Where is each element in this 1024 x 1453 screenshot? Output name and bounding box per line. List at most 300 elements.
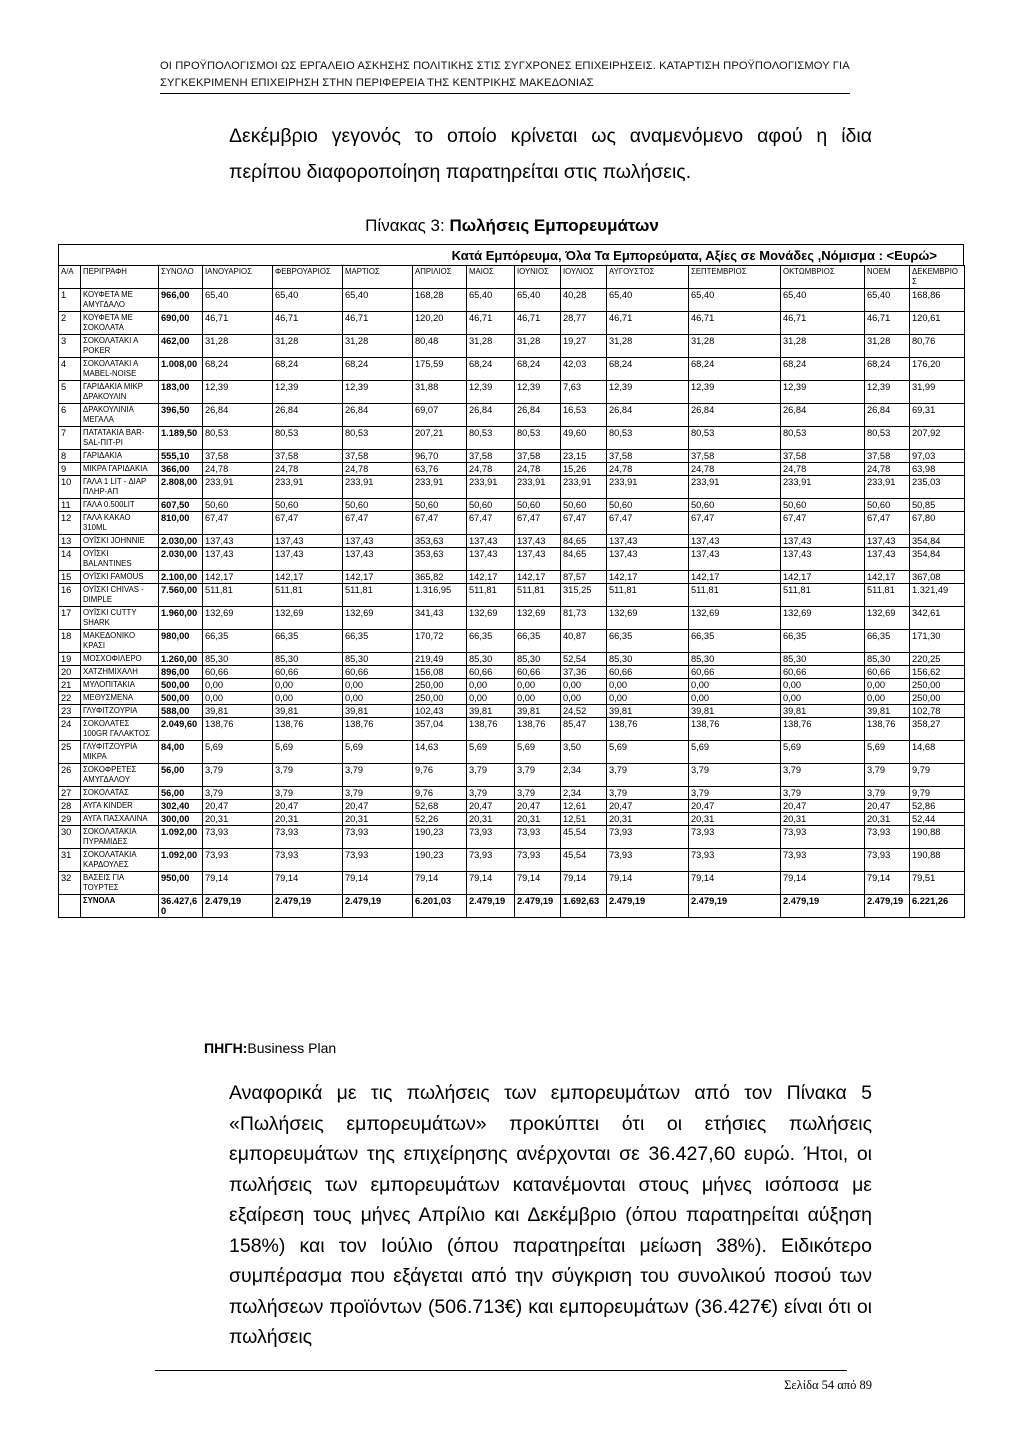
item-description: ΟΥΪΣΚΙ CHIVAS - DIMPLE (81, 584, 159, 607)
table-cell: 0,00 (865, 679, 910, 692)
table-row (59, 381, 965, 404)
table-cell: 137,43 (203, 535, 273, 548)
table-cell: 96,70 (413, 450, 467, 463)
table-cell: 66,35 (865, 630, 910, 653)
table-cell: 84,65 (561, 548, 607, 571)
row-index: 25 (59, 741, 81, 764)
table-cell: 1.316,95 (413, 584, 467, 607)
table-cell: 31,28 (273, 335, 343, 358)
table-cell: 63,98 (910, 463, 965, 476)
table-cell: 26,84 (865, 404, 910, 427)
table-cell: 20,31 (515, 813, 561, 826)
table-cell: 66,35 (607, 630, 689, 653)
table-cell: 79,14 (467, 872, 515, 895)
table-cell: 342,61 (910, 607, 965, 630)
item-description: ΟΥΪΣΚΙ JOHNNIE (81, 535, 159, 548)
table-cell: 137,43 (515, 548, 561, 571)
table-cell: 52,68 (413, 800, 467, 813)
table-row (59, 312, 965, 335)
table-cell: 138,76 (865, 718, 910, 741)
table-cell: 0,00 (689, 679, 781, 692)
table-row (59, 679, 965, 692)
table-cell: 462,00 (159, 335, 203, 358)
table-cell: 142,17 (607, 571, 689, 584)
table-cell: 73,93 (273, 826, 343, 849)
table-cell: 132,69 (467, 607, 515, 630)
table-cell: 810,00 (159, 512, 203, 535)
row-index: 13 (59, 535, 81, 548)
table-row (59, 787, 965, 800)
table-cell: 65,40 (865, 289, 910, 312)
table-cell: 67,47 (273, 512, 343, 535)
table-cell: 31,28 (865, 335, 910, 358)
column-header: ΙΟΥΝΙΟΣ (515, 266, 561, 289)
table-cell: 3,50 (561, 741, 607, 764)
table-cell: 66,35 (273, 630, 343, 653)
table-cell: 354,84 (910, 548, 965, 571)
table-cell: 85,30 (689, 653, 781, 666)
table-cell: 5,69 (607, 741, 689, 764)
table-cell: 46,71 (467, 312, 515, 335)
table-cell: 26,84 (467, 404, 515, 427)
table-title (0, 216, 1024, 236)
table-cell: 65,40 (343, 289, 413, 312)
row-index: 1 (59, 289, 81, 312)
table-cell: 132,69 (689, 607, 781, 630)
table-cell: 56,00 (159, 787, 203, 800)
table-cell: 0,00 (607, 679, 689, 692)
table-cell: 233,91 (203, 476, 273, 499)
table-cell: 500,00 (159, 679, 203, 692)
table-cell: 138,76 (781, 718, 865, 741)
table-cell: 207,92 (910, 427, 965, 450)
table-cell: 67,47 (413, 512, 467, 535)
column-header: Α/Α (59, 266, 81, 289)
table-cell: 80,53 (343, 427, 413, 450)
table-cell: 60,66 (607, 666, 689, 679)
item-description: ΜΙΚΡΑ ΓΑΡΙΔΑΚΙΑ (81, 463, 159, 476)
table-cell: 80,53 (203, 427, 273, 450)
table-cell: 45,54 (561, 849, 607, 872)
table-cell: 50,85 (910, 499, 965, 512)
table-cell: 39,81 (515, 705, 561, 718)
table-cell: 85,30 (343, 653, 413, 666)
table-cell: 39,81 (865, 705, 910, 718)
item-description: ΜΕΘΥΣΜΕΝΑ (81, 692, 159, 705)
table-cell: 168,28 (413, 289, 467, 312)
table-cell: 138,76 (343, 718, 413, 741)
totals-cell: 6.221,26 (910, 895, 965, 918)
table-cell: 66,35 (515, 630, 561, 653)
table-cell: 46,71 (865, 312, 910, 335)
table-cell: 37,58 (273, 450, 343, 463)
table-cell: 73,93 (343, 849, 413, 872)
table-cell: 73,93 (607, 826, 689, 849)
table-cell: 233,91 (865, 476, 910, 499)
table-cell: 2.030,00 (159, 535, 203, 548)
table-cell: 87,57 (561, 571, 607, 584)
table-cell: 142,17 (203, 571, 273, 584)
table-cell: 137,43 (607, 548, 689, 571)
table-cell: 60,66 (343, 666, 413, 679)
table-cell: 20,47 (607, 800, 689, 813)
table-cell: 80,53 (865, 427, 910, 450)
table-cell: 31,28 (515, 335, 561, 358)
row-index: 14 (59, 548, 81, 571)
table-cell: 73,93 (781, 849, 865, 872)
table-cell: 46,71 (781, 312, 865, 335)
table-cell: 60,66 (865, 666, 910, 679)
table-cell: 190,23 (413, 826, 467, 849)
table-cell: 137,43 (203, 548, 273, 571)
table-cell: 37,58 (865, 450, 910, 463)
table-cell: 68,24 (865, 358, 910, 381)
table-cell: 20,47 (781, 800, 865, 813)
table-cell: 84,65 (561, 535, 607, 548)
table-cell: 20,47 (865, 800, 910, 813)
table-cell: 60,66 (467, 666, 515, 679)
table-cell: 233,91 (781, 476, 865, 499)
table-cell: 20,31 (607, 813, 689, 826)
table-cell: 365,82 (413, 571, 467, 584)
totals-cell: 2.479,19 (781, 895, 865, 918)
table-cell: 24,78 (865, 463, 910, 476)
table-cell: 50,60 (343, 499, 413, 512)
table-cell: 79,14 (561, 872, 607, 895)
column-header: ΔΕΚΕΜΒΡΙΟΣ (910, 266, 965, 289)
table-cell: 3,79 (203, 787, 273, 800)
table-cell: 3,79 (273, 764, 343, 787)
table-cell: 302,40 (159, 800, 203, 813)
table-cell: 24,78 (203, 463, 273, 476)
table-cell: 250,00 (910, 692, 965, 705)
table-cell: 73,93 (203, 826, 273, 849)
table-cell: 511,81 (607, 584, 689, 607)
totals-cell: 36.427,60 (159, 895, 203, 918)
table-cell: 60,66 (781, 666, 865, 679)
table-cell: 26,84 (607, 404, 689, 427)
table-cell: 137,43 (689, 535, 781, 548)
table-cell: 28,77 (561, 312, 607, 335)
table-cell: 3,79 (689, 764, 781, 787)
table-cell: 37,58 (467, 450, 515, 463)
table-cell: 85,30 (203, 653, 273, 666)
table-cell: 66,35 (343, 630, 413, 653)
table-cell: 24,78 (343, 463, 413, 476)
table-cell: 56,00 (159, 764, 203, 787)
table-cell: 37,58 (781, 450, 865, 463)
table-cell: 511,81 (865, 584, 910, 607)
table-cell: 20,31 (203, 813, 273, 826)
table-cell: 12,39 (203, 381, 273, 404)
row-index: 3 (59, 335, 81, 358)
table-cell: 73,93 (343, 826, 413, 849)
totals-cell (59, 895, 81, 918)
table-cell: 73,93 (607, 849, 689, 872)
row-index: 27 (59, 787, 81, 800)
table-cell: 1.260,00 (159, 653, 203, 666)
table-cell: 3,79 (203, 764, 273, 787)
table-cell: 73,93 (273, 849, 343, 872)
table-cell: 9,79 (910, 787, 965, 800)
table-cell: 37,58 (689, 450, 781, 463)
row-index: 8 (59, 450, 81, 463)
table-cell: 26,84 (781, 404, 865, 427)
source-text: Business Plan (247, 1040, 337, 1056)
table-cell: 12,39 (781, 381, 865, 404)
table-cell: 85,30 (273, 653, 343, 666)
table-cell: 12,39 (607, 381, 689, 404)
table-cell: 73,93 (689, 849, 781, 872)
header-row (59, 266, 965, 289)
table-row (59, 800, 965, 813)
table-cell: 3,79 (781, 764, 865, 787)
column-header: ΑΥΓΟΥΣΤΟΣ (607, 266, 689, 289)
table-row (59, 476, 965, 499)
table-row (59, 653, 965, 666)
table-cell: 5,69 (781, 741, 865, 764)
table-cell: 3,79 (467, 787, 515, 800)
table-cell: 366,00 (159, 463, 203, 476)
table-cell: 85,30 (515, 653, 561, 666)
table-cell: 31,28 (689, 335, 781, 358)
table-cell: 81,73 (561, 607, 607, 630)
table-cell: 142,17 (865, 571, 910, 584)
table-cell: 0,00 (865, 692, 910, 705)
column-header: ΣΕΠΤΕΜΒΡΙΟΣ (689, 266, 781, 289)
table-cell: 12,39 (467, 381, 515, 404)
table-cell: 0,00 (467, 679, 515, 692)
table-cell: 52,54 (561, 653, 607, 666)
table-cell: 26,84 (273, 404, 343, 427)
table-cell: 511,81 (781, 584, 865, 607)
table-cell: 190,23 (413, 849, 467, 872)
table-row (59, 607, 965, 630)
table-cell: 39,81 (781, 705, 865, 718)
table-cell: 50,60 (515, 499, 561, 512)
table-cell: 79,14 (689, 872, 781, 895)
table-cell: 2.049,60 (159, 718, 203, 741)
table-cell: 142,17 (273, 571, 343, 584)
table-cell: 65,40 (515, 289, 561, 312)
table-cell: 511,81 (343, 584, 413, 607)
table-cell: 39,81 (607, 705, 689, 718)
table-cell: 20,31 (689, 813, 781, 826)
table-row (59, 764, 965, 787)
table-cell: 190,88 (910, 849, 965, 872)
row-index: 23 (59, 705, 81, 718)
table-cell: 79,51 (910, 872, 965, 895)
row-index: 11 (59, 499, 81, 512)
table-cell: 40,28 (561, 289, 607, 312)
table-cell: 26,84 (689, 404, 781, 427)
table-cell: 73,93 (467, 849, 515, 872)
table-cell: 20,47 (273, 800, 343, 813)
totals-cell: 2.479,19 (343, 895, 413, 918)
table-cell: 5,69 (203, 741, 273, 764)
table-cell: 0,00 (203, 692, 273, 705)
table-cell: 2.030,00 (159, 548, 203, 571)
table-cell: 50,60 (781, 499, 865, 512)
table-cell: 300,00 (159, 813, 203, 826)
item-description: ΣΟΚΟΛΑΤΕΣ 100GR ΓΑΛΑΚΤΟΣ (81, 718, 159, 741)
table-cell: 137,43 (273, 535, 343, 548)
row-index: 15 (59, 571, 81, 584)
table-cell: 39,81 (467, 705, 515, 718)
table-row (59, 872, 965, 895)
totals-cell: 2.479,19 (467, 895, 515, 918)
table-cell: 500,00 (159, 692, 203, 705)
table-cell: 102,78 (910, 705, 965, 718)
table-cell: 79,14 (865, 872, 910, 895)
table-cell: 102,43 (413, 705, 467, 718)
totals-cell: 6.201,03 (413, 895, 467, 918)
table-cell: 137,43 (607, 535, 689, 548)
row-index: 20 (59, 666, 81, 679)
table-cell: 0,00 (343, 692, 413, 705)
item-description: ΓΛΥΦΙΤΖΟΥΡΙΑ (81, 705, 159, 718)
table-cell: 3,79 (781, 787, 865, 800)
table-cell: 156,62 (910, 666, 965, 679)
table-cell: 31,28 (203, 335, 273, 358)
table-cell: 85,30 (467, 653, 515, 666)
table-cell: 0,00 (343, 679, 413, 692)
table-cell: 68,24 (607, 358, 689, 381)
table-cell: 60,66 (203, 666, 273, 679)
table-cell: 68,24 (467, 358, 515, 381)
table-cell: 0,00 (607, 692, 689, 705)
table-cell: 68,24 (689, 358, 781, 381)
table-cell: 142,17 (515, 571, 561, 584)
table-cell: 175,59 (413, 358, 467, 381)
table-cell: 46,71 (203, 312, 273, 335)
table-cell: 65,40 (273, 289, 343, 312)
table-cell: 220,25 (910, 653, 965, 666)
table-cell: 2.100,00 (159, 571, 203, 584)
table-row (59, 548, 965, 571)
item-description: ΣΟΚΟΛΑΤΑΚΙΑ ΠΥΡΑΜΙΔΕΣ (81, 826, 159, 849)
table-cell: 3,79 (865, 787, 910, 800)
item-description: ΣΟΚΟΛΑΤΑΣ (81, 787, 159, 800)
table-cell: 12,39 (689, 381, 781, 404)
table-cell: 24,78 (515, 463, 561, 476)
table-cell: 588,00 (159, 705, 203, 718)
table-cell: 80,48 (413, 335, 467, 358)
row-index: 2 (59, 312, 81, 335)
row-index: 18 (59, 630, 81, 653)
table-cell: 20,31 (781, 813, 865, 826)
table-cell: 353,63 (413, 548, 467, 571)
table-cell: 40,87 (561, 630, 607, 653)
table-cell: 68,24 (203, 358, 273, 381)
table-cell: 138,76 (273, 718, 343, 741)
table-cell: 60,66 (273, 666, 343, 679)
column-header: ΜΑΙΟΣ (467, 266, 515, 289)
table-cell: 3,79 (467, 764, 515, 787)
table-cell: 132,69 (515, 607, 561, 630)
table-cell: 50,60 (689, 499, 781, 512)
table-cell: 137,43 (467, 548, 515, 571)
column-header: ΟΚΤΩΜΒΡΙΟΣ (781, 266, 865, 289)
table-cell: 20,31 (467, 813, 515, 826)
table-cell: 65,40 (607, 289, 689, 312)
table-cell: 1.092,00 (159, 826, 203, 849)
table-cell: 42,03 (561, 358, 607, 381)
table-cell: 73,93 (865, 826, 910, 849)
table-row (59, 450, 965, 463)
table-cell: 5,69 (515, 741, 561, 764)
table-cell: 24,78 (467, 463, 515, 476)
source-note (204, 1040, 336, 1056)
row-index: 17 (59, 607, 81, 630)
table-cell: 24,78 (689, 463, 781, 476)
table-cell: 67,47 (515, 512, 561, 535)
table-row (59, 335, 965, 358)
table-cell: 68,24 (781, 358, 865, 381)
item-description: ΓΑΡΙΔΑΚΙΑ (81, 450, 159, 463)
table-cell: 5,69 (343, 741, 413, 764)
table-row (59, 571, 965, 584)
table-cell: 80,76 (910, 335, 965, 358)
table-cell: 120,61 (910, 312, 965, 335)
table-cell: 20,47 (343, 800, 413, 813)
row-index: 4 (59, 358, 81, 381)
table-cell: 66,35 (467, 630, 515, 653)
table-cell: 46,71 (343, 312, 413, 335)
table-cell: 120,20 (413, 312, 467, 335)
row-index: 9 (59, 463, 81, 476)
table-cell: 20,31 (273, 813, 343, 826)
table-cell: 52,86 (910, 800, 965, 813)
item-description: ΣΟΚΟΛΑΤΑΚΙ Α POKER (81, 335, 159, 358)
table-cell: 31,28 (607, 335, 689, 358)
table-cell: 80,53 (781, 427, 865, 450)
body-paragraph: Αναφορικά με τις πωλήσεις των εμπορευμάτων από τον Πίνακα 5 «Πωλήσεις εμπορευμάτων» προκύπτει ότι οι ετήσιες πωλήσεις εμπορευμάτων της επιχείρησης ανέρχονται σε 36.427,60 ευρώ. Ήτοι, οι πωλήσεις των εμπορευμάτων κατανέμονται στους μήνες ισόποσα με εξαίρεση τους μήνες Απρίλιο και Δεκέμβριο (όπου παρατηρείται αύξηση 158%) και τον Ιούλιο (όπου παρατηρείται μείωση 38%). Ειδικότερο συμπέρασμα που εξάγεται από την σύγκριση του συνολικού ποσού των πωλήσεων προϊόντων (506.713€) και εμπορευμάτων (36.427€) είναι ότι οι πωλήσεις (229, 1082, 872, 1348)
table-cell: 0,00 (561, 692, 607, 705)
table-cell: 65,40 (467, 289, 515, 312)
table-cell: 132,69 (273, 607, 343, 630)
table-cell: 80,53 (273, 427, 343, 450)
table-cell: 511,81 (515, 584, 561, 607)
table-row (59, 404, 965, 427)
item-description: ΔΡΑΚΟΥΛΙΝΙΑ ΜΕΓΑΛΑ (81, 404, 159, 427)
table-cell: 39,81 (343, 705, 413, 718)
table-cell: 12,39 (865, 381, 910, 404)
row-index: 5 (59, 381, 81, 404)
table-cell: 67,47 (343, 512, 413, 535)
table-cell: 31,99 (910, 381, 965, 404)
table-cell: 358,27 (910, 718, 965, 741)
table-cell: 250,00 (413, 679, 467, 692)
table-cell: 79,14 (203, 872, 273, 895)
table-cell: 137,43 (467, 535, 515, 548)
table-row (59, 692, 965, 705)
table-cell: 73,93 (203, 849, 273, 872)
table-cell: 137,43 (781, 548, 865, 571)
table-cell: 367,08 (910, 571, 965, 584)
item-description: ΓΑΡΙΔΑΚΙΑ ΜΙΚΡ ΔΡΑΚΟΥΛΙΝ (81, 381, 159, 404)
totals-cell: 2.479,19 (273, 895, 343, 918)
table-cell: 1.189,50 (159, 427, 203, 450)
table-cell: 20,47 (467, 800, 515, 813)
table-cell: 3,79 (273, 787, 343, 800)
table-cell: 50,60 (413, 499, 467, 512)
table-cell: 73,93 (515, 826, 561, 849)
table-cell: 0,00 (781, 679, 865, 692)
table-cell: 12,39 (515, 381, 561, 404)
table-cell: 233,91 (273, 476, 343, 499)
table-cell: 3,79 (865, 764, 910, 787)
